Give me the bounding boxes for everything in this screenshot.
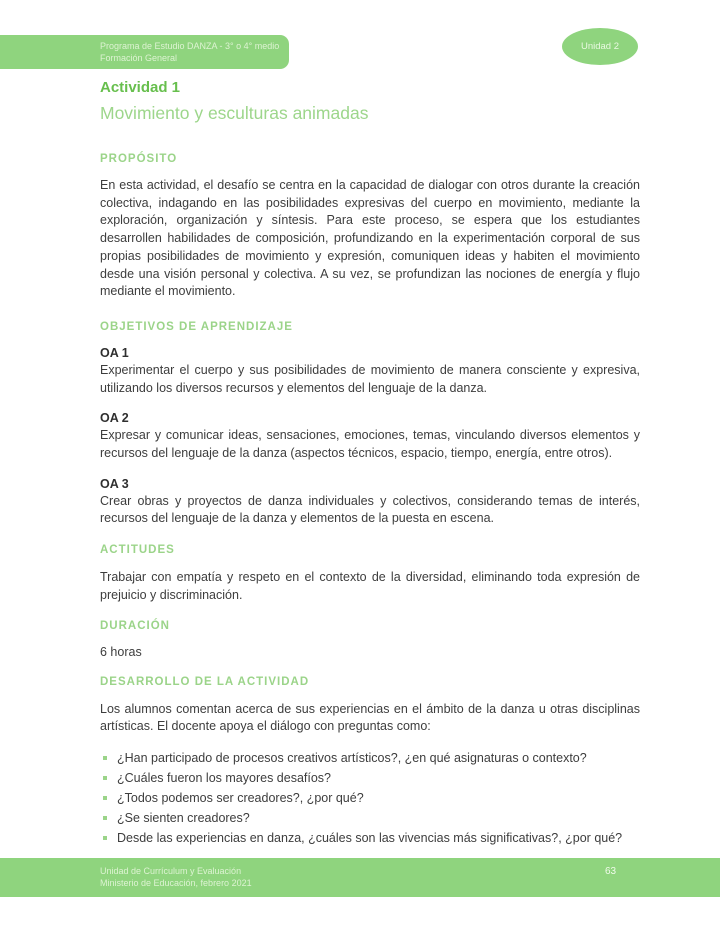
bullet-icon <box>103 756 107 760</box>
heading-proposito: PROPÓSITO <box>100 153 178 165</box>
actitudes-paragraph: Trabajar con empatía y respeto en el contexto de la diversidad, eliminando toda expresión de prejuicio y discriminación. <box>100 570 640 602</box>
footer-bar <box>0 858 720 897</box>
activity-subtitle: Movimiento y esculturas animadas <box>100 103 369 123</box>
activity-title: Actividad 1 <box>100 79 181 96</box>
bullet-icon <box>103 776 107 780</box>
oa2-text: Expresar y comunicar ideas, sensaciones, emociones, temas, vinculando diversos elementos y recursos del lenguaje de la danza (aspectos técnicos, espacio, tiempo, energía, entre otros). <box>100 428 640 461</box>
page-number: 63 <box>605 866 617 877</box>
oa1-text: Experimentar el cuerpo y sus posibilidades de movimiento de manera consciente y expresiva, utilizando los diversos recursos y elementos del lenguaje de la danza. <box>100 362 640 395</box>
heading-actitudes: ACTITUDES <box>100 544 175 557</box>
bullet-icon <box>103 796 107 800</box>
heading-objetivos: OBJETIVOS DE APRENDIZAJE <box>100 320 293 333</box>
list-item <box>100 808 640 828</box>
header-program-line1: Programa de Estudio DANZA - 3° o 4° medio <box>100 41 280 51</box>
list-item-text: ¿Se sienten creadores? <box>117 810 250 825</box>
proposito-paragraph: En esta actividad, el desafío se centra en la capacidad de dialogar con otros durante la creación colectiva, indagando en las posibilidades expresivas del cuerpo en movimiento, mediante la exploración, organización y síntesis. Para este proceso, se espera que los estudiantes desarrollen habilidades de composición, profundizando en la experimentación corporal de sus propias posibilidades de movimiento y expresión, comuniquen ideas y habiten el movimiento desde una visión personal y colectiva. A su vez, se profundizan las nociones de energía y flujo mediante el movimiento. <box>100 178 640 299</box>
list-item-text: ¿Han participado de procesos creativos artísticos?, ¿en qué asignaturas o contexto? <box>117 750 587 765</box>
list-item <box>100 768 640 788</box>
page-content <box>100 0 640 848</box>
bullet-icon <box>103 836 107 840</box>
bullet-icon <box>103 816 107 820</box>
heading-duracion: DURACIÓN <box>100 619 170 632</box>
heading-desarrollo: DESARROLLO DE LA ACTIVIDAD <box>100 675 310 688</box>
oa3-label: OA 3 <box>100 476 129 491</box>
list-item-text: ¿Cuáles fueron los mayores desafíos? <box>117 770 331 785</box>
oa2-label: OA 2 <box>100 411 129 426</box>
list-item <box>100 788 640 808</box>
list-item-text: ¿Todos podemos ser creadores?, ¿por qué? <box>117 790 364 805</box>
duracion-value: 6 horas <box>100 644 142 659</box>
header-program-line2: Formación General <box>100 53 178 63</box>
list-item-text: Desde las experiencias en danza, ¿cuáles son las vivencias más significativas?, ¿por qué? <box>117 830 623 845</box>
footer-line1: Unidad de Currículum y Evaluación <box>100 866 242 876</box>
oa1-label: OA 1 <box>100 345 129 360</box>
desarrollo-intro: Los alumnos comentan acerca de sus experiencias en el ámbito de la danza u otras disciplinas artísticas. El docente apoya el diálogo con preguntas como: <box>100 701 640 734</box>
question-list <box>100 748 640 848</box>
oa3-text: Crear obras y proyectos de danza individuales y colectivos, considerando temas de interés, recursos del lenguaje de la danza y elementos de la puesta en escena. <box>100 493 640 526</box>
unit-badge-label: Unidad 2 <box>580 41 620 52</box>
footer-line2: Ministerio de Educación, febrero 2021 <box>100 878 252 888</box>
list-item <box>100 828 640 848</box>
footer-text <box>100 865 252 889</box>
list-item <box>100 748 640 768</box>
